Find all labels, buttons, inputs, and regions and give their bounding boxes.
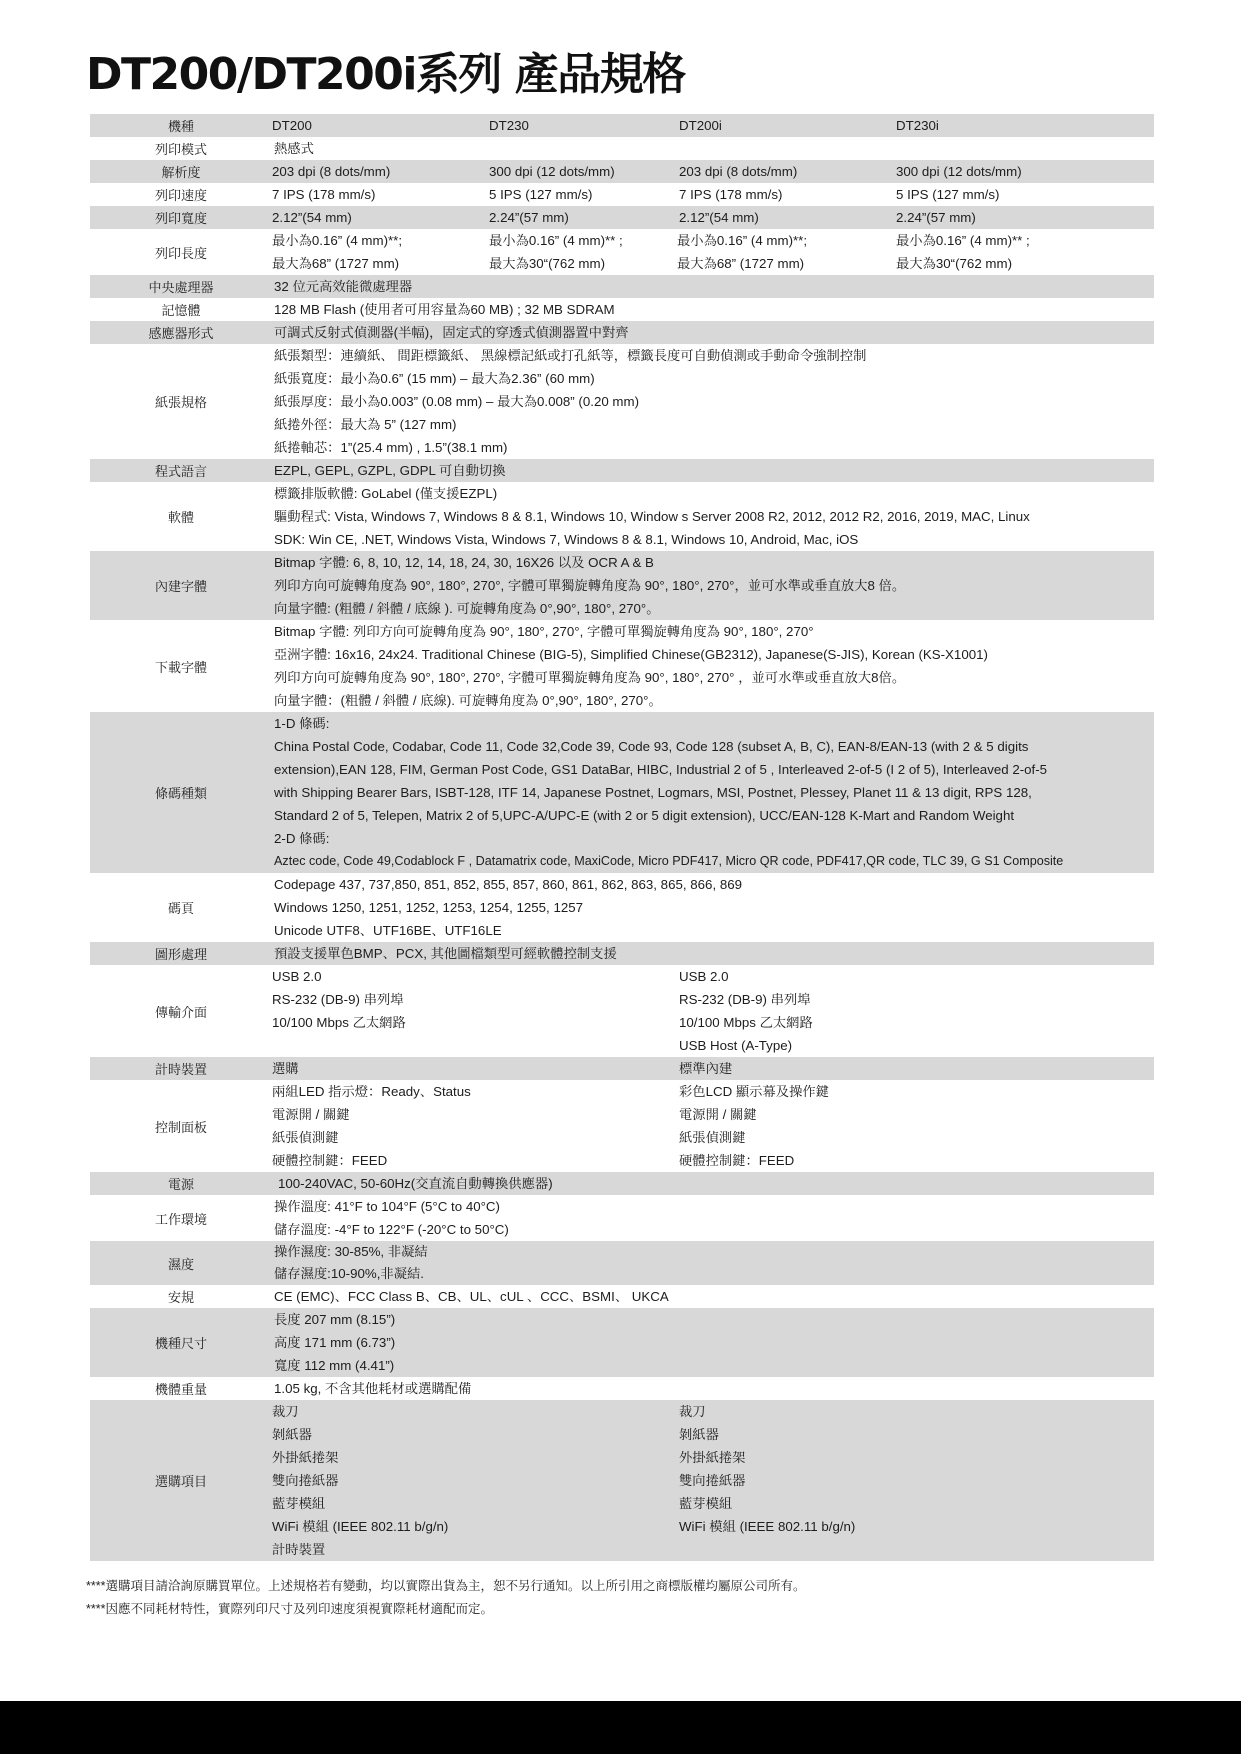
row-label: 工作環境 (154, 1211, 207, 1227)
cell: 計時裝置 (272, 1542, 326, 1557)
row-label: 安規 (167, 1290, 194, 1305)
cell: 外掛紙捲架 (679, 1450, 746, 1465)
cell: 雙向捲紙器 (272, 1473, 339, 1488)
cell: 裁刀 (272, 1404, 299, 1419)
cell: 兩組LED 指示燈：Ready、Status (272, 1084, 471, 1099)
row-cpu (90, 275, 1154, 298)
row-print-speed (90, 183, 1154, 206)
row-label: 碼頁 (167, 901, 194, 916)
row-value: CE (EMC)、FCC Class B、CB、UL、cUL 、CCC、BSMI、 UKCA (274, 1289, 669, 1304)
row-line: 操作濕度: 30-85%, 非凝結 (274, 1244, 428, 1259)
row-safety (90, 1285, 1154, 1308)
row-line: Bitmap 字體: 列印方向可旋轉角度為 90°, 180°, 270°, 字體可單獨旋轉角度為 90°, 180°, 270° (274, 624, 814, 639)
footnote: ****因應不同耗材特性，實際列印尺寸及列印速度須視實際耗材適配而定。 (86, 1602, 493, 1616)
cell: 最大為68” (1727 mm) (677, 256, 805, 271)
cell: RS-232 (DB-9) 串列埠 (272, 992, 404, 1007)
col-dt230: DT230 (489, 118, 529, 133)
cell: 300 dpi (12 dots/mm) (896, 164, 1022, 179)
spec-table (90, 114, 1154, 1561)
row-value: 128 MB Flash (使用者可用容量為60 MB) ; 32 MB SDRAM (274, 302, 615, 317)
cell: 藍芽模組 (272, 1496, 326, 1511)
row-label: 傳輸介面 (154, 1004, 207, 1020)
row-label: 選購項目 (154, 1474, 207, 1489)
cell: 300 dpi (12 dots/mm) (489, 164, 615, 179)
cell: 裁刀 (679, 1404, 706, 1419)
row-graphics (90, 942, 1154, 965)
cell: RS-232 (DB-9) 串列埠 (679, 992, 811, 1007)
row-memory (90, 298, 1154, 321)
row-barcodes (90, 712, 1154, 873)
row-label: 電源 (167, 1177, 194, 1192)
row-software (90, 482, 1154, 551)
row-resolution (90, 160, 1154, 183)
row-line: 驅動程式: Vista, Windows 7, Windows 8 & 8.1, Windows 10, Window s Server 2008 R2, 2012, 2012 R2, 2016, 2019, MAC, Linux (274, 509, 1030, 524)
row-label: 解析度 (161, 165, 201, 180)
cell: 標準內建 (679, 1061, 733, 1076)
row-line: 紙張厚度：最小為0.003” (0.08 mm) – 最大為0.008” (0.20 mm) (274, 394, 640, 409)
row-label: 內建字體 (154, 579, 207, 594)
cell: 最小為0.16” (4 mm)**; (677, 233, 808, 248)
row-value: EZPL, GEPL, GZPL, GDPL 可自動切換 (274, 463, 506, 478)
cell: 紙張偵測鍵 (679, 1130, 746, 1145)
cell: 剝紙器 (272, 1427, 312, 1442)
row-label: 機種尺寸 (154, 1336, 207, 1351)
cell: 選購 (272, 1061, 299, 1076)
cell: 藍芽模組 (679, 1496, 733, 1511)
row-dimensions (90, 1308, 1154, 1377)
row-value: 可調式反射式偵測器(半幅)，固定式的穿透式偵測器置中對齊 (274, 325, 629, 340)
row-label: 下載字體 (154, 659, 207, 675)
row-label: 圖形處理 (154, 947, 207, 962)
row-sensor (90, 321, 1154, 344)
row-value: 1.05 kg, 不含其他耗材或選購配備 (274, 1381, 472, 1396)
row-line: 列印方向可旋轉角度為 90°, 180°, 270°, 字體可單獨旋轉角度為 90°, 180°, 270° ，並可水準或垂直放大8倍。 (274, 670, 906, 685)
row-line: 高度 171 mm (6.73”) (274, 1335, 396, 1350)
row-line: 長度 207 mm (8.15”) (274, 1312, 396, 1327)
cell: 5 IPS (127 mm/s) (489, 187, 593, 202)
row-line: Unicode UTF8、UTF16BE、UTF16LE (274, 923, 502, 938)
row-language (90, 459, 1154, 482)
row-line: SDK: Win CE, .NET, Windows Vista, Windows 7, Windows 8 & 8.1, Windows 10, Android, Mac, iOS (274, 532, 859, 547)
cell: 最大為68” (1727 mm) (272, 256, 400, 271)
row-humidity (90, 1241, 1154, 1285)
row-label: 列印速度 (154, 188, 207, 203)
row-line: 紙捲外徑：最大為 5” (127 mm) (274, 417, 457, 432)
row-codepage (90, 873, 1154, 942)
row-power (90, 1172, 1154, 1195)
row-line: 標籤排版軟體: GoLabel (僅支援EZPL) (274, 486, 498, 501)
cell: 203 dpi (8 dots/mm) (679, 164, 798, 179)
row-label: 軟體 (167, 510, 194, 525)
cell: 最小為0.16” (4 mm)**; (272, 233, 403, 248)
cell: 7 IPS (178 mm/s) (679, 187, 783, 202)
row-interface (90, 965, 1154, 1057)
col-dt200i: DT200i (679, 118, 722, 133)
cell: USB 2.0 (679, 969, 729, 984)
row-label: 濕度 (167, 1256, 194, 1272)
row-print-mode (90, 137, 1154, 160)
row-line: Windows 1250, 1251, 1252, 1253, 1254, 1255, 1257 (274, 900, 584, 915)
cell: 203 dpi (8 dots/mm) (272, 164, 391, 179)
cell: 雙向捲紙器 (679, 1473, 746, 1488)
row-value: 100-240VAC, 50-60Hz(交直流自動轉換供應器) (278, 1176, 553, 1191)
row-download-fonts (90, 620, 1154, 712)
row-media (90, 344, 1154, 459)
row-line: 向量字體：(粗體 / 斜體 / 底線). 可旋轉角度為 0°,90°, 180°, 270°。 (274, 693, 662, 708)
row-line: Standard 2 of 5, Telepen, Matrix 2 of 5,UPC-A/UPC-E (with 2 or 5 digit extension), UCC/EAN-128 K-Mart and Random Weight (274, 808, 1015, 823)
row-weight (90, 1377, 1154, 1400)
row-label: 感應器形式 (148, 326, 214, 341)
row-line: with Shipping Bearer Bars, ISBT-128, ITF 14, Japanese Postnet, Logmars, MSI, Postnet, Plessey, Planet 11 & 13 digit, RPS 128, (274, 785, 1032, 800)
row-line: 儲存溫度: -4°F to 122°F (-20°C to 50°C) (274, 1222, 509, 1237)
row-line: extension),EAN 128, FIM, German Post Code, GS1 DataBar, HIBC, Industrial 2 of 5 , Interleaved 2-of-5 (I 2 of 5), Interleaved 2-of-5 (274, 762, 1048, 777)
cell: 最小為0.16” (4 mm)** ; (896, 233, 1030, 248)
page-title: DT200/DT200i系列 產品規格 (86, 49, 685, 100)
row-line: 儲存濕度:10-90%,非凝結. (274, 1266, 424, 1281)
row-label: 列印長度 (154, 245, 207, 261)
footnote: ****選購項目請洽詢原購買單位。上述規格若有變動，均以實際出貨為主，恕不另行通知。以上所引用之商標版權均屬原公司所有。 (86, 1579, 806, 1593)
row-line: 向量字體: (粗體 / 斜體 / 底線 ). 可旋轉角度為 0°,90°, 180°, 270°。 (274, 601, 660, 616)
cell: 硬體控制鍵：FEED (272, 1153, 388, 1168)
cell: 7 IPS (178 mm/s) (272, 187, 376, 202)
row-label: 機體重量 (154, 1382, 207, 1397)
cell: 5 IPS (127 mm/s) (896, 187, 1000, 202)
cell: 電源開 / 關鍵 (679, 1107, 757, 1122)
cell: USB 2.0 (272, 969, 322, 984)
row-internal-fonts (90, 551, 1154, 620)
cell: 2.12”(54 mm) (679, 210, 759, 225)
footnotes (86, 1575, 805, 1621)
row-print-length (90, 229, 1154, 275)
cell: 10/100 Mbps 乙太網路 (272, 1015, 406, 1030)
row-environment (90, 1195, 1154, 1241)
row-value: 32 位元高效能微處理器 (274, 279, 413, 294)
row-line: 紙張類型：連續紙、 間距標籤紙、 黑線標記紙或打孔紙等，標籤長度可自動偵測或手動命令強制控制 (274, 348, 867, 363)
cell: 紙張偵測鍵 (272, 1130, 339, 1145)
cell: 彩色LCD 顯示幕及操作鍵 (679, 1084, 829, 1099)
cell: 最大為30“(762 mm) (489, 256, 605, 271)
cell: 10/100 Mbps 乙太網路 (679, 1015, 813, 1030)
row-line: 2-D 條碼: (274, 831, 330, 846)
row-label: 控制面板 (154, 1119, 207, 1135)
row-line: Codepage 437, 737,850, 851, 852, 855, 857, 860, 861, 862, 863, 865, 866, 869 (274, 877, 743, 892)
cell: 2.24”(57 mm) (489, 210, 569, 225)
cell: 外掛紙捲架 (272, 1450, 339, 1465)
cell: USB Host (A-Type) (679, 1038, 793, 1053)
row-line: China Postal Code, Codabar, Code 11, Code 32,Code 39, Code 93, Code 128 (subset A, B, C), EAN-8/EAN-13 (with 2 & 5 digits (274, 739, 1029, 754)
col-dt200: DT200 (272, 118, 312, 133)
cell: 最小為0.16” (4 mm)** ; (489, 233, 623, 248)
row-line: Bitmap 字體: 6, 8, 10, 12, 14, 18, 24, 30, 16X26 以及 OCR A & B (274, 555, 654, 570)
cell: 電源開 / 關鍵 (272, 1107, 350, 1122)
cell: 剝紙器 (679, 1427, 719, 1442)
col-dt230i: DT230i (896, 118, 939, 133)
row-line: Aztec code, Code 49,Codablock F , Datamatrix code, MaxiCode, Micro PDF417, Micro QR code, PDF417,QR code, TLC 39, G S1 Composite (274, 854, 1064, 868)
footer-band (0, 1701, 1241, 1754)
row-label: 程式語言 (154, 464, 207, 479)
cell: 最大為30“(762 mm) (896, 256, 1012, 271)
row-label: 紙張規格 (154, 395, 207, 410)
row-control-panel (90, 1080, 1154, 1172)
cell: WiFi 模組 (IEEE 802.11 b/g/n) (272, 1519, 449, 1534)
row-value: 預設支援單色BMP、PCX, 其他圖檔類型可經軟體控制支援 (274, 946, 617, 961)
row-label: 條碼種類 (154, 786, 207, 801)
row-label: 列印模式 (154, 142, 207, 157)
row-print-width (90, 206, 1154, 229)
row-value: 熱感式 (274, 141, 314, 156)
cell: 2.12”(54 mm) (272, 210, 352, 225)
cell: WiFi 模組 (IEEE 802.11 b/g/n) (679, 1519, 856, 1534)
row-line: 1-D 條碼: (274, 716, 330, 731)
row-label: 中央處理器 (148, 280, 214, 295)
row-label: 列印寬度 (154, 211, 207, 226)
cell: 2.24”(57 mm) (896, 210, 976, 225)
row-options (90, 1400, 1154, 1561)
row-line: 操作溫度: 41°F to 104°F (5°C to 40°C) (274, 1199, 500, 1214)
row-model (90, 114, 1154, 137)
row-line: 列印方向可旋轉角度為 90°, 180°, 270°, 字體可單獨旋轉角度為 90°, 180°, 270°，並可水準或垂直放大8 倍。 (274, 578, 906, 593)
row-label: 機種 (167, 119, 194, 134)
row-label: 記憶體 (161, 303, 201, 318)
cell: 硬體控制鍵：FEED (679, 1153, 795, 1168)
row-line: 紙捲軸芯：1”(25.4 mm) , 1.5”(38.1 mm) (274, 440, 508, 455)
row-line: 亞洲字體: 16x16, 24x24. Traditional Chinese (BIG-5), Simplified Chinese(GB2312), Japanese(S-JIS), Korean (KS-X1001) (274, 647, 988, 662)
row-line: 紙張寬度：最小為0.6” (15 mm) – 最大為2.36” (60 mm) (274, 371, 595, 386)
row-label: 計時裝置 (154, 1062, 207, 1077)
row-rtc (90, 1057, 1154, 1080)
row-line: 寬度 112 mm (4.41”) (274, 1358, 395, 1373)
